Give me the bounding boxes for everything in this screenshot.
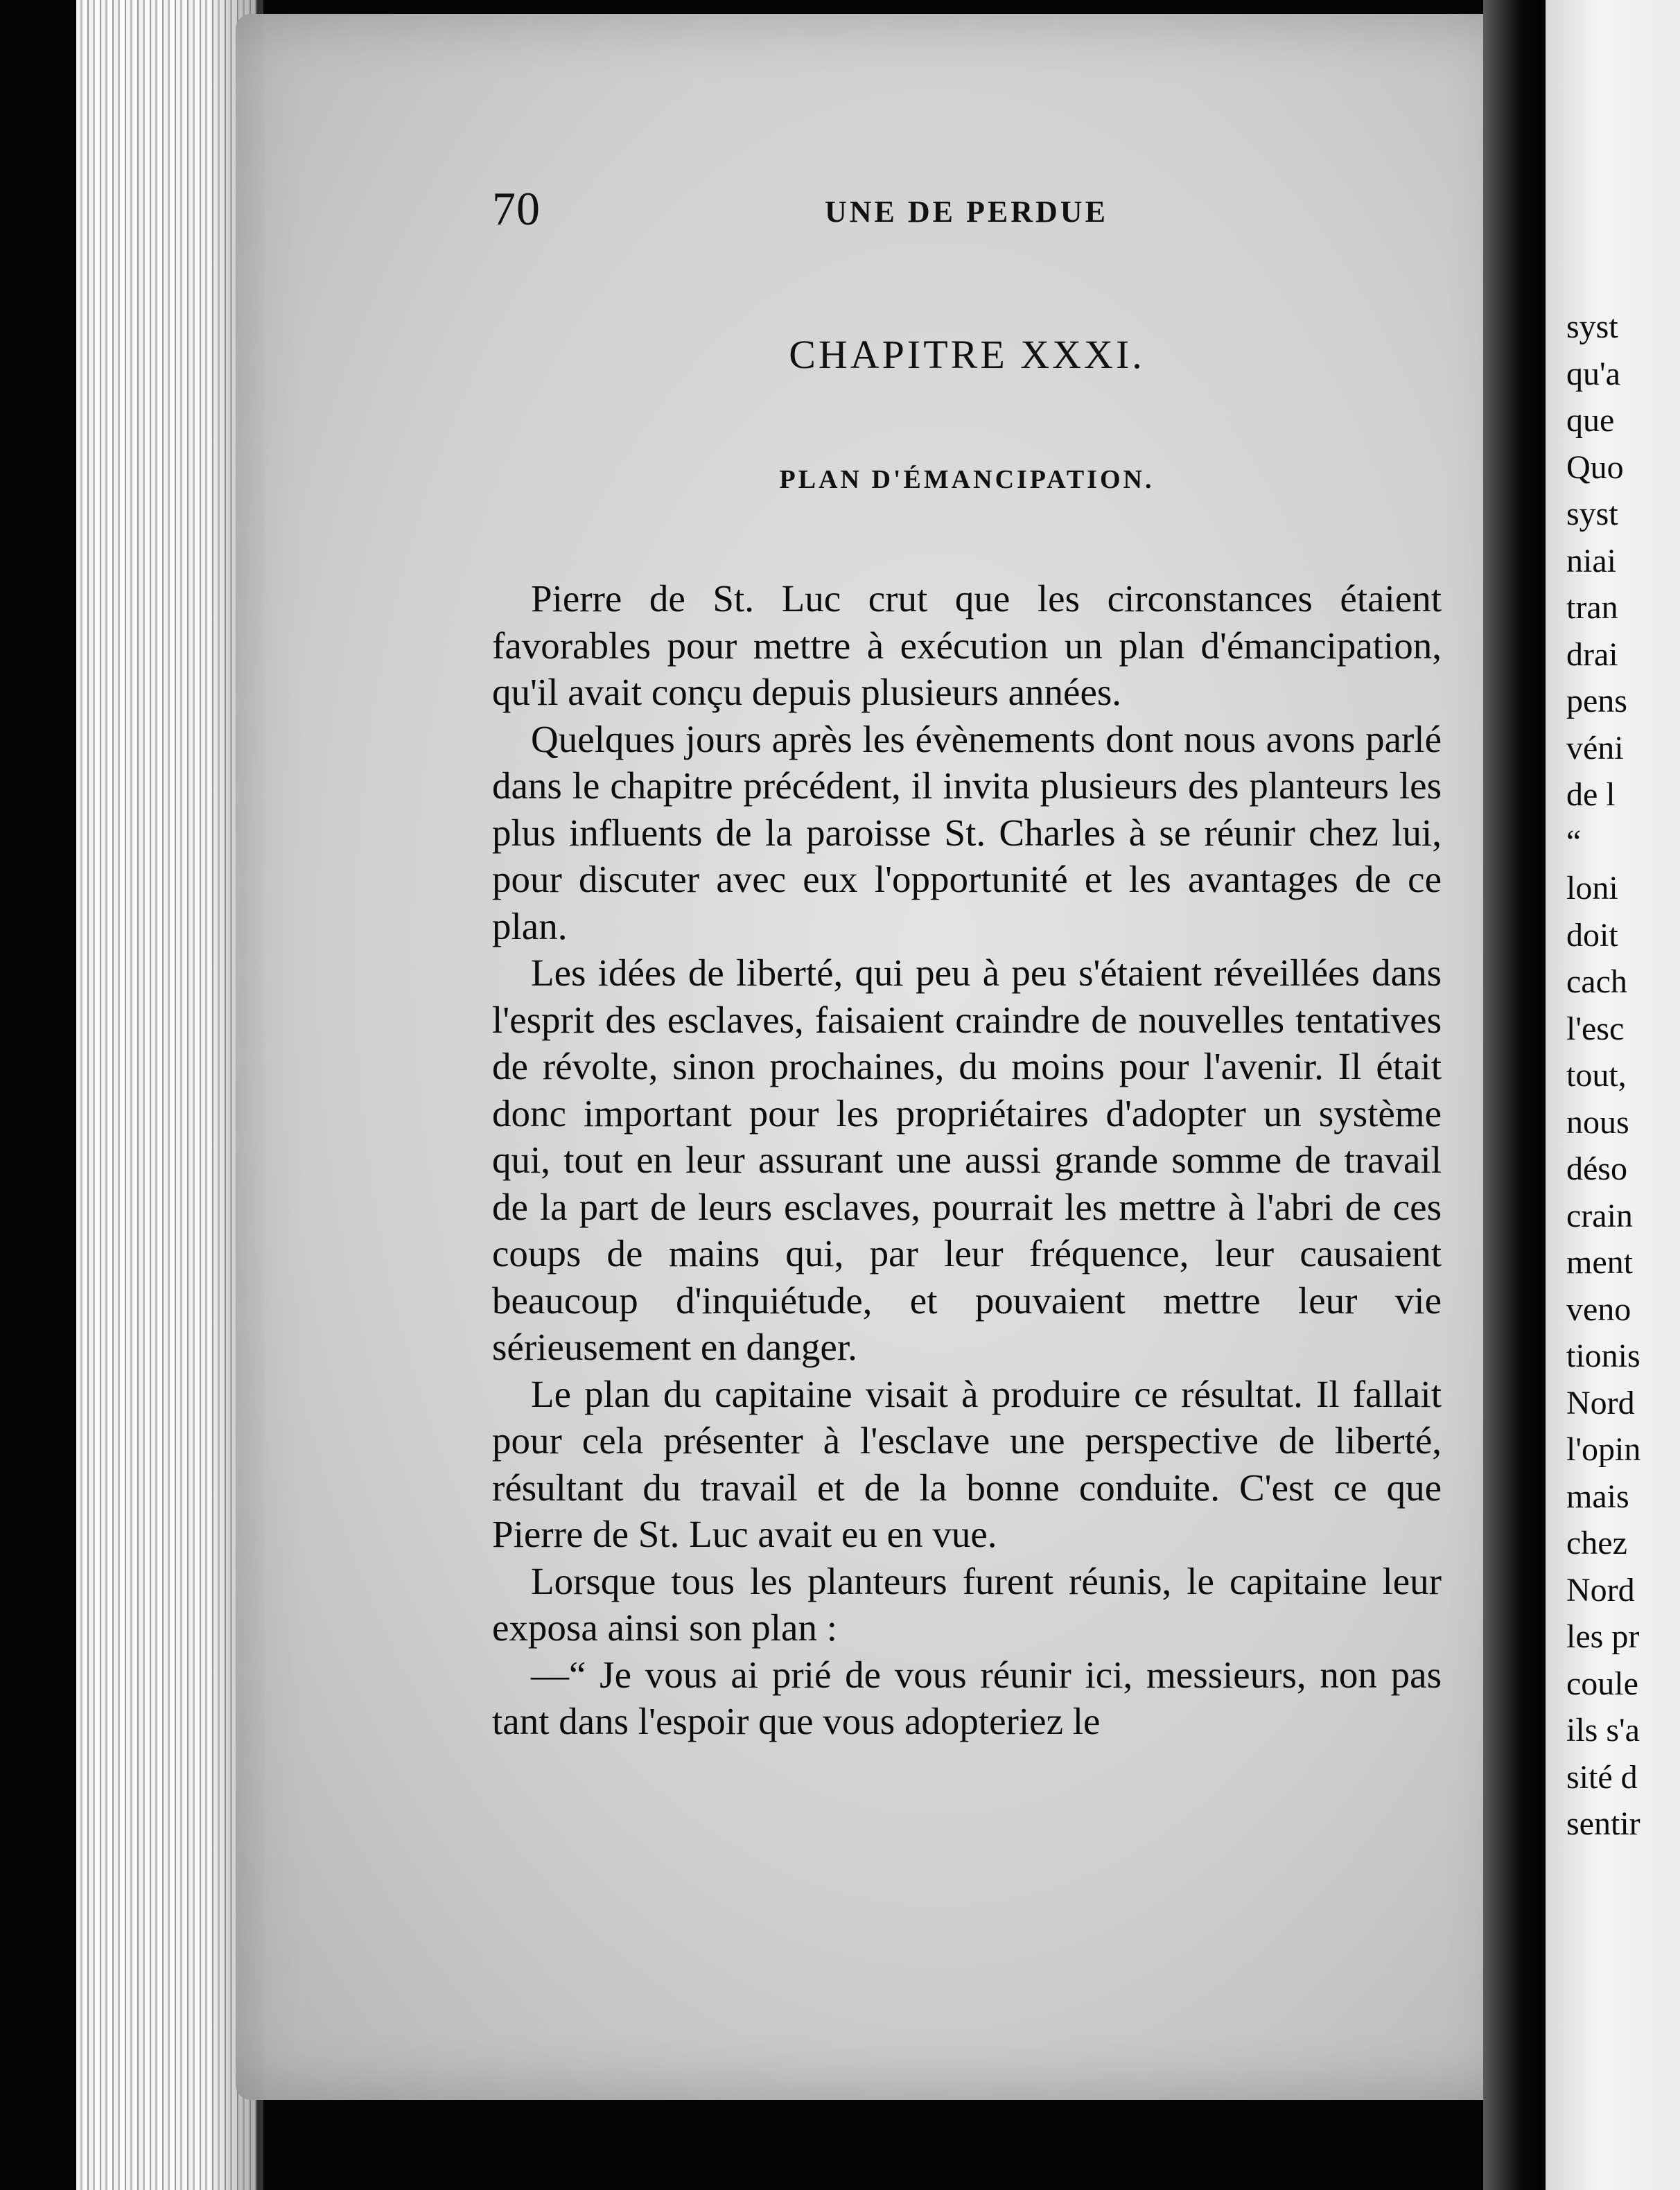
facing-page-line: les pr xyxy=(1566,1618,1640,1655)
paragraph: Quelques jours après les évènements dont nous avons parlé dans le chapitre précédent, il invita plusieurs des planteurs les plus influents de la paroisse St. Charles à se réunir chez lui, pour discuter avec eux l'opportunité et les avantages de ce plan. xyxy=(492,717,1442,947)
paragraph: —“ Je vous ai prié de vous réunir ici, messieurs, non pas tant dans l'espoir que vous adopteriez le xyxy=(492,1653,1442,1742)
facing-page-line: crain xyxy=(1566,1197,1633,1234)
facing-page-line: cach xyxy=(1566,963,1627,1000)
facing-page-line: qu'a xyxy=(1566,355,1620,392)
paragraph: Le plan du capitaine visait à produire ce résultat. Il fallait pour cela présenter à l'esclave une perspective de liberté, résultant du travail et de la bonne conduite. C'est ce que Pierre de St. Luc avait eu en vue. xyxy=(492,1372,1442,1555)
facing-page-line: Nord xyxy=(1566,1384,1635,1421)
facing-page-line: “ xyxy=(1566,823,1582,860)
facing-page-line: doit xyxy=(1566,916,1618,954)
page-number: 70 xyxy=(492,182,541,235)
facing-page-text xyxy=(1566,304,1640,1848)
facing-page-line: niai xyxy=(1566,542,1616,579)
facing-page-line: tran xyxy=(1566,589,1618,626)
chapter-subtitle: PLAN D'ÉMANCIPATION. xyxy=(779,465,1155,494)
body-text xyxy=(492,575,1442,1745)
facing-page-line: loni xyxy=(1566,870,1618,906)
facing-page-line: nous xyxy=(1566,1103,1629,1141)
running-title: UNE DE PERDUE xyxy=(825,195,1108,229)
facing-page-line: ment xyxy=(1566,1244,1633,1281)
facing-page-line: l'opin xyxy=(1566,1431,1641,1468)
facing-page-line: syst xyxy=(1566,496,1618,532)
facing-page-line: sentir xyxy=(1566,1805,1640,1842)
facing-page-line: tout, xyxy=(1566,1057,1627,1094)
paragraph: Pierre de St. Luc crut que les circonstances étaient favorables pour mettre à exécution un plan d'émancipation, qu'il avait conçu depuis plusieurs années. xyxy=(492,577,1442,713)
facing-page-line: ils s'a xyxy=(1566,1712,1640,1749)
facing-page-line: que xyxy=(1566,402,1615,439)
facing-page-line: mais xyxy=(1566,1478,1629,1515)
facing-page-line: syst xyxy=(1566,308,1618,345)
book-gutter xyxy=(1483,0,1546,2190)
facing-page-line: coule xyxy=(1566,1665,1638,1702)
facing-page-line: déso xyxy=(1566,1150,1627,1187)
paragraph: Lorsque tous les planteurs furent réunis, le capitaine leur exposa ainsi son plan : xyxy=(492,1559,1442,1649)
chapter-title: CHAPITRE XXXI. xyxy=(789,332,1145,377)
facing-page-line: chez xyxy=(1566,1525,1627,1561)
facing-page-line: tionis xyxy=(1566,1338,1640,1374)
facing-page-line: drai xyxy=(1566,636,1618,673)
facing-page-line: sité d xyxy=(1566,1758,1638,1796)
facing-page-line: Nord xyxy=(1566,1571,1635,1609)
facing-page-line: l'esc xyxy=(1566,1010,1625,1047)
facing-page-line: pens xyxy=(1566,683,1627,719)
paragraph: Les idées de liberté, qui peu à peu s'étaient réveillées dans l'esprit des esclaves, faisaient craindre de nouvelles tentatives de révolte, sinon prochaines, du moins pour l'avenir. Il était donc important pour les propriétaires d'adopter un système qui, tout en leur assurant une aussi grande somme de travail de la part de leurs esclaves, pourrait les mettre à l'abri de ces coups de mains qui, par leur fréquence, leur causaient beaucoup d'inquiétude, et pouvaient mettre leur vie sérieusement en danger. xyxy=(492,952,1442,1368)
facing-page-line: de l xyxy=(1566,776,1616,813)
facing-page-line: veno xyxy=(1566,1290,1631,1328)
facing-page-line: Quo xyxy=(1566,448,1624,486)
facing-page-line: véni xyxy=(1566,729,1624,766)
